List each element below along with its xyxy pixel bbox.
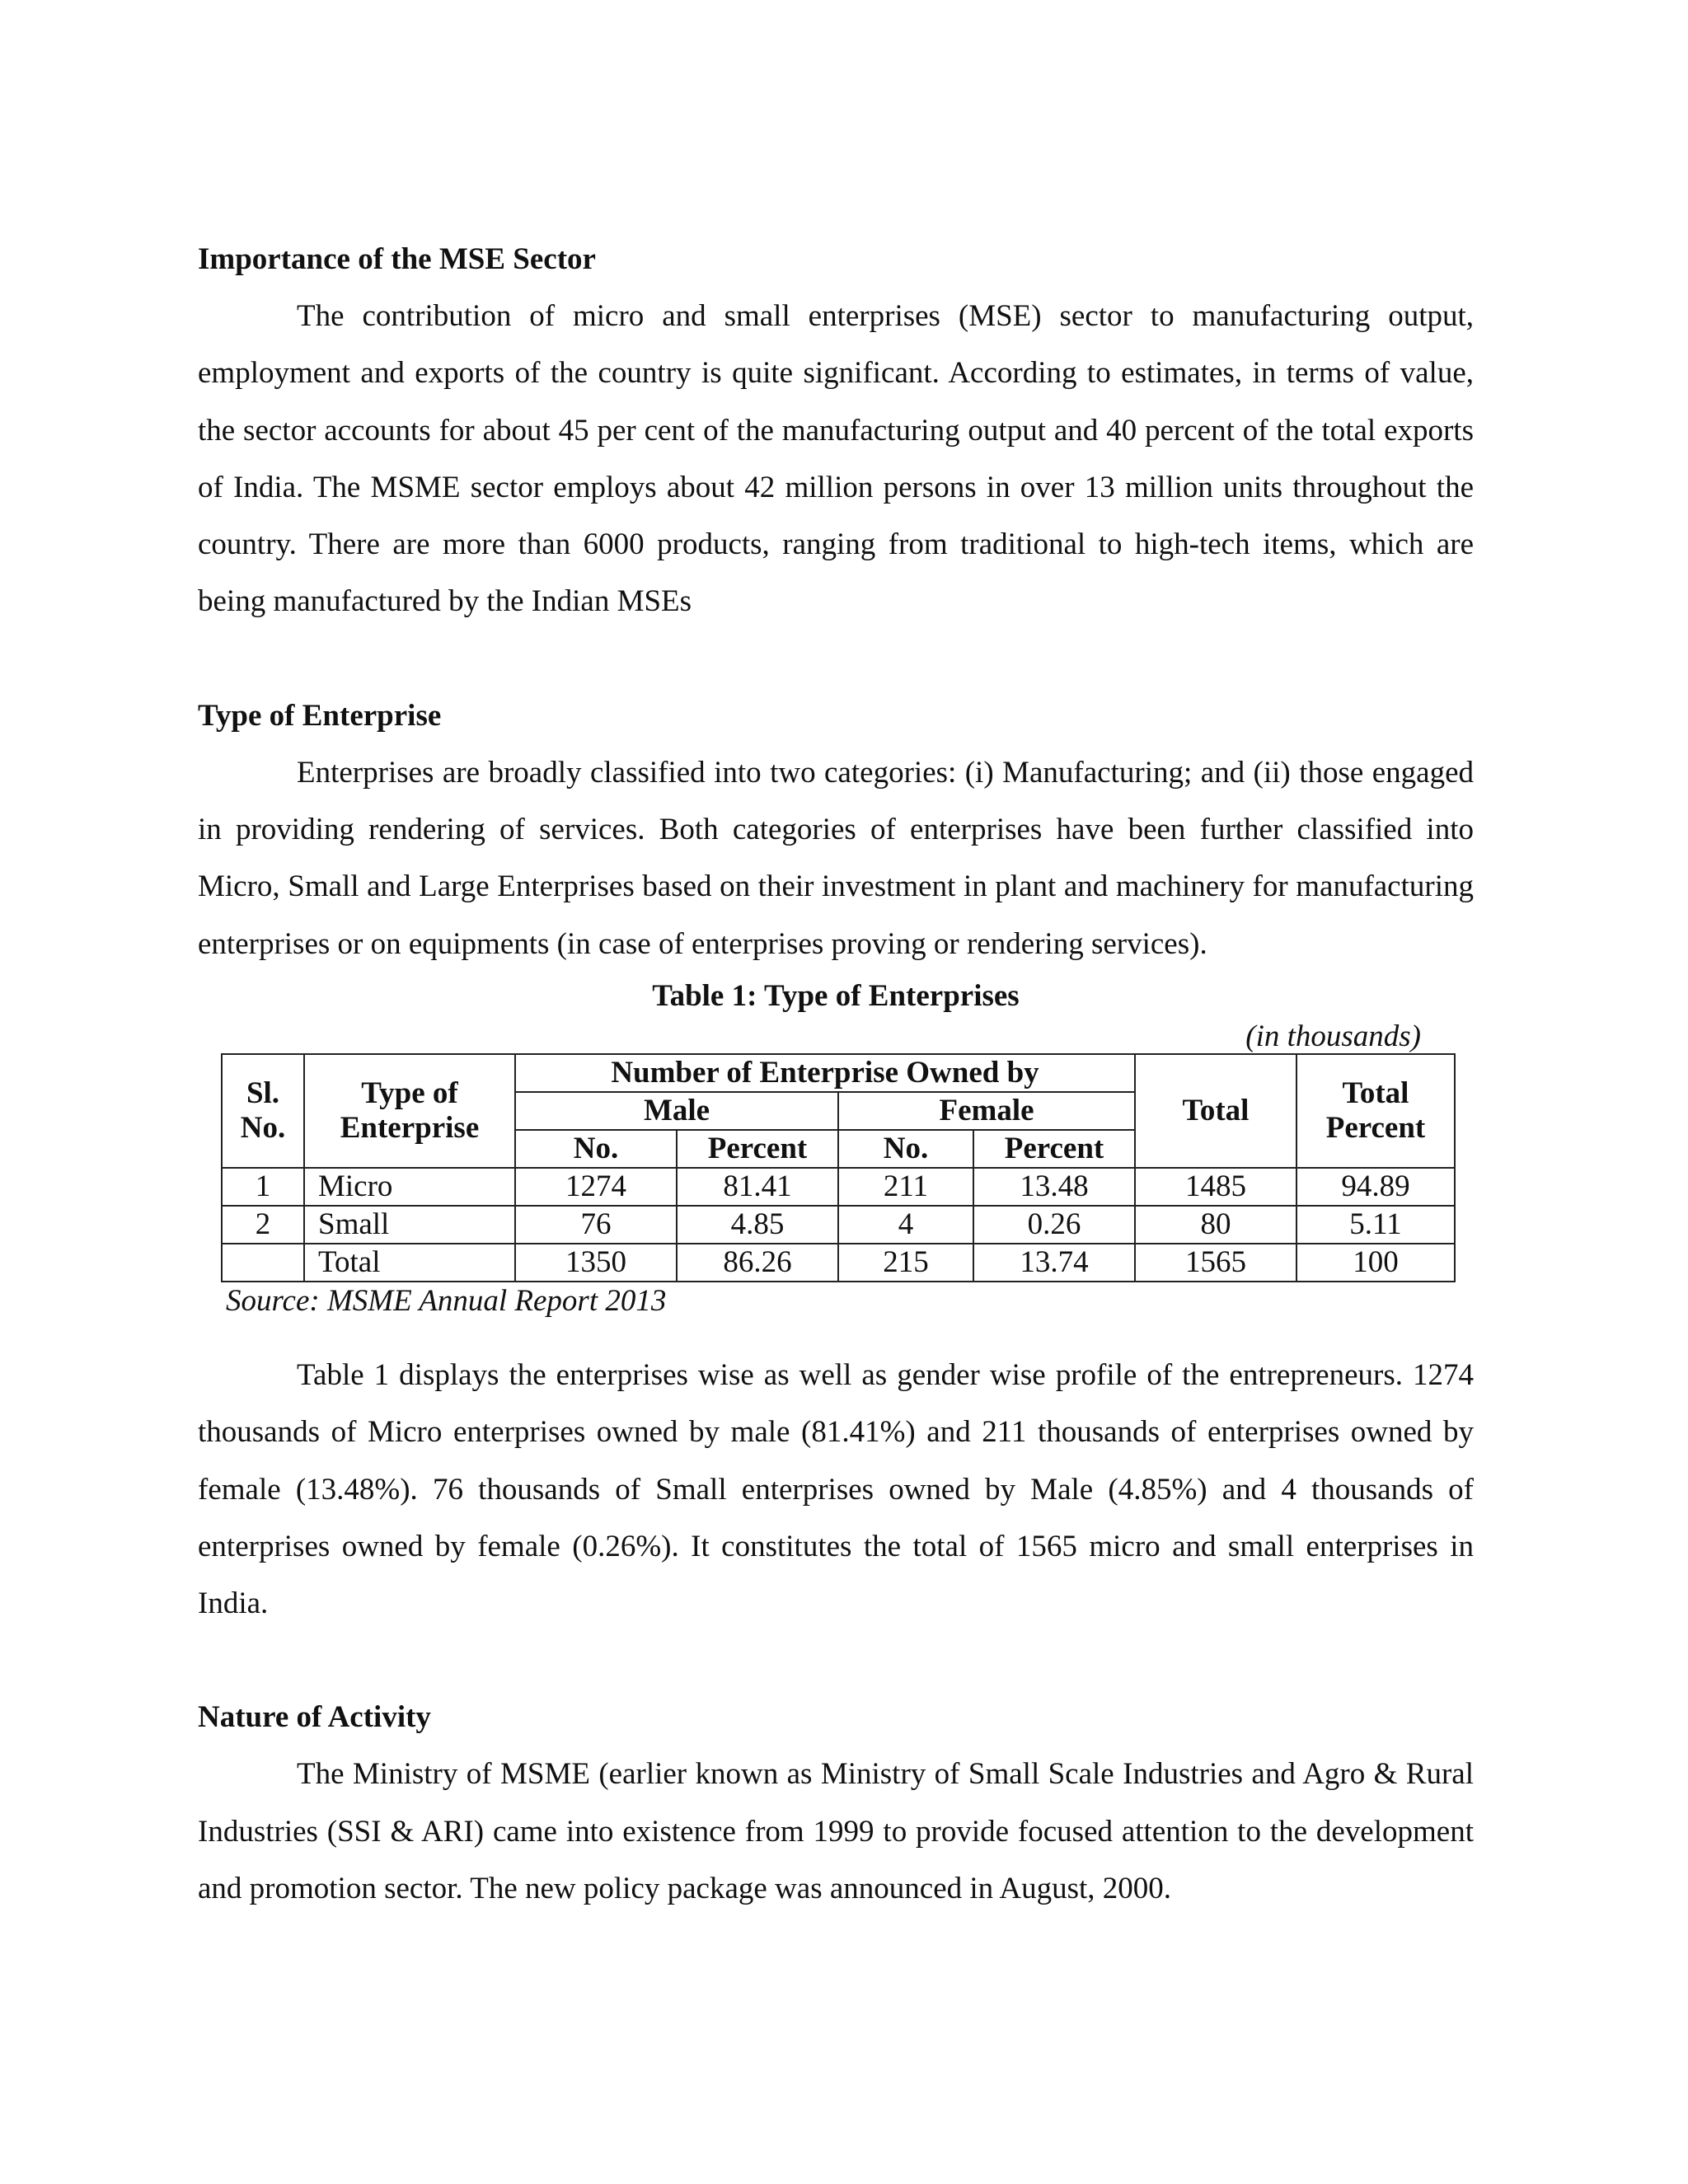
table-source: Source: MSME Annual Report 2013 <box>226 1283 667 1318</box>
section-heading-nature-of-activity: Nature of Activity <box>198 1700 431 1735</box>
cell-type: Small <box>304 1206 515 1244</box>
spacer <box>198 630 1474 687</box>
cell-male-no: 1350 <box>515 1244 677 1282</box>
cell-male-percent: 4.85 <box>677 1206 838 1244</box>
cell-type: Total <box>304 1244 515 1282</box>
table-unit-note: (in thousands) <box>1245 1019 1421 1053</box>
cell-male-no: 1274 <box>515 1168 677 1206</box>
header-total-percent: Total Percent <box>1296 1054 1455 1168</box>
table-title: Table 1: Type of Enterprises <box>652 978 1020 1013</box>
cell-sl <box>222 1244 304 1282</box>
enterprise-table <box>221 1053 1456 1282</box>
paragraph-table-discussion: Table 1 displays the enterprises wise as well as gender wise profile of the entrepreneurs. 1274 thousands of Micro enterprises owned by male (81.41%) and 211 thousands of enterprises owned by female (13.48%). 76 thousands of Small enterprises owned by Male (4.85%) and 4 thousands of enterprises owned by female (0.26%). It constitutes the total of 1565 micro and small enterprises in India. <box>198 1357 1474 1621</box>
cell-total: 1485 <box>1135 1168 1296 1206</box>
paragraph-importance: The contribution of micro and small enterprises (MSE) sector to manufacturing output, employment and exports of the country is quite significant. According to estimates, in terms of value, the sector accounts for about 45 per cent of the manufacturing output and 40 percent of the total exports of India. The MSME sector employs about 42 million persons in over 13 million units throughout the country. There are more than 6000 products, ranging from traditional to high-tech items, which are being manufactured by the Indian MSEs <box>198 299 1474 619</box>
section-heading-importance: Importance of the MSE Sector <box>198 242 596 276</box>
cell-male-percent: 86.26 <box>677 1244 838 1282</box>
header-type: Type of Enterprise <box>304 1054 515 1168</box>
cell-male-percent: 81.41 <box>677 1168 838 1206</box>
header-male-percent: Percent <box>677 1130 838 1168</box>
cell-female-no: 215 <box>838 1244 973 1282</box>
paragraph-type-of-enterprise: Enterprises are broadly classified into two categories: (i) Manufacturing; and (ii) those engaged in providing rendering of services. Both categories of enterprises have been further classified into Micro, Small and Large Enterprises based on their investment in plant and machinery for manufacturing enterprises or on equipments (in case of enterprises proving or rendering services). <box>198 755 1474 961</box>
cell-female-percent: 0.26 <box>973 1206 1135 1244</box>
header-male-no: No. <box>515 1130 677 1168</box>
cell-female-no: 211 <box>838 1168 973 1206</box>
header-total: Total <box>1135 1054 1296 1168</box>
cell-female-percent: 13.74 <box>973 1244 1135 1282</box>
cell-sl: 1 <box>222 1168 304 1206</box>
cell-male-no: 76 <box>515 1206 677 1244</box>
header-female: Female <box>838 1092 1135 1130</box>
header-owned-by: Number of Enterprise Owned by <box>515 1054 1135 1092</box>
cell-total-percent: 94.89 <box>1296 1168 1455 1206</box>
cell-total: 80 <box>1135 1206 1296 1244</box>
document-page <box>198 231 1474 1917</box>
cell-female-percent: 13.48 <box>973 1168 1135 1206</box>
table-row-total <box>222 1244 1455 1282</box>
cell-total-percent: 100 <box>1296 1244 1455 1282</box>
section-heading-type-of-enterprise: Type of Enterprise <box>198 698 442 733</box>
header-sl-no: Sl. No. <box>222 1054 304 1168</box>
table-row <box>222 1168 1455 1206</box>
header-female-percent: Percent <box>973 1130 1135 1168</box>
spacer <box>198 1632 1474 1689</box>
spacer <box>198 1320 1474 1347</box>
table-row <box>222 1206 1455 1244</box>
cell-sl: 2 <box>222 1206 304 1244</box>
cell-female-no: 4 <box>838 1206 973 1244</box>
header-male: Male <box>515 1092 838 1130</box>
cell-type: Micro <box>304 1168 515 1206</box>
header-female-no: No. <box>838 1130 973 1168</box>
cell-total-percent: 5.11 <box>1296 1206 1455 1244</box>
cell-total: 1565 <box>1135 1244 1296 1282</box>
paragraph-nature-of-activity: The Ministry of MSME (earlier known as Ministry of Small Scale Industries and Agro & Rural Industries (SSI & ARI) came into existence from 1999 to provide focused attention to the development and promotion sector. The new policy package was announced in August, 2000. <box>198 1757 1474 1906</box>
